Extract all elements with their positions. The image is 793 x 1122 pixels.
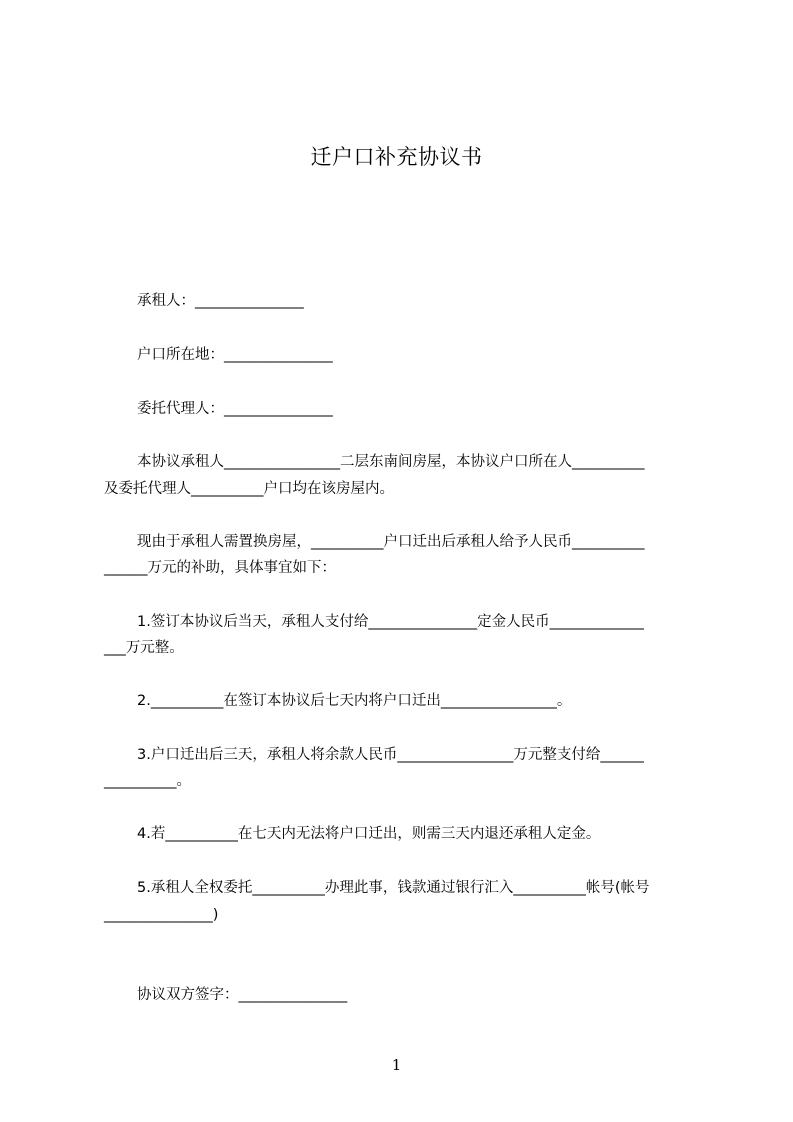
paragraph-2-line-2: ______万元的补助，具体事宜如下： [104, 560, 336, 576]
signature-field: 协议双方签字：_______________ [137, 987, 348, 1003]
clause-2-line-1: 2.__________在签订本协议后七天内将户口迁出________________。 [137, 693, 572, 709]
clause-1-line-2: ___万元整。 [104, 640, 184, 656]
paragraph-1-line-2: 及委托代理人__________户口均在该房屋内。 [104, 481, 394, 497]
clause-3-line-1: 3.户口迁出后三天，承租人将余款人民币________________万元整支付给______ [137, 747, 644, 763]
hukou-location-field: 户口所在地：_______________ [137, 347, 333, 363]
agent-field: 委托代理人：_______________ [137, 401, 333, 417]
tenant-field: 承租人：_______________ [137, 293, 304, 309]
clause-5-line-2: _______________) [104, 907, 219, 923]
paragraph-1-line-1: 本协议承租人________________二层东南间房屋，本协议户口所在人__________ [137, 454, 645, 470]
clause-3-line-2: __________。 [104, 773, 191, 789]
document-title: 迁户口补充协议书 [310, 145, 483, 169]
page-number: 1 [391, 1056, 402, 1074]
paragraph-2-line-1: 现由于承租人需置换房屋，__________户口迁出后承租人给予人民币__________ [137, 534, 645, 550]
clause-1-line-1: 1.签订本协议后当天，承租人支付给_______________定金人民币_____________ [137, 614, 644, 630]
clause-5-line-1: 5.承租人全权委托__________办理此事，钱款通过银行汇入__________帐号(帐号 [137, 880, 650, 896]
clause-4-line-1: 4.若__________在七天内无法将户口迁出，则需三天内退还承租人定金。 [137, 826, 601, 842]
